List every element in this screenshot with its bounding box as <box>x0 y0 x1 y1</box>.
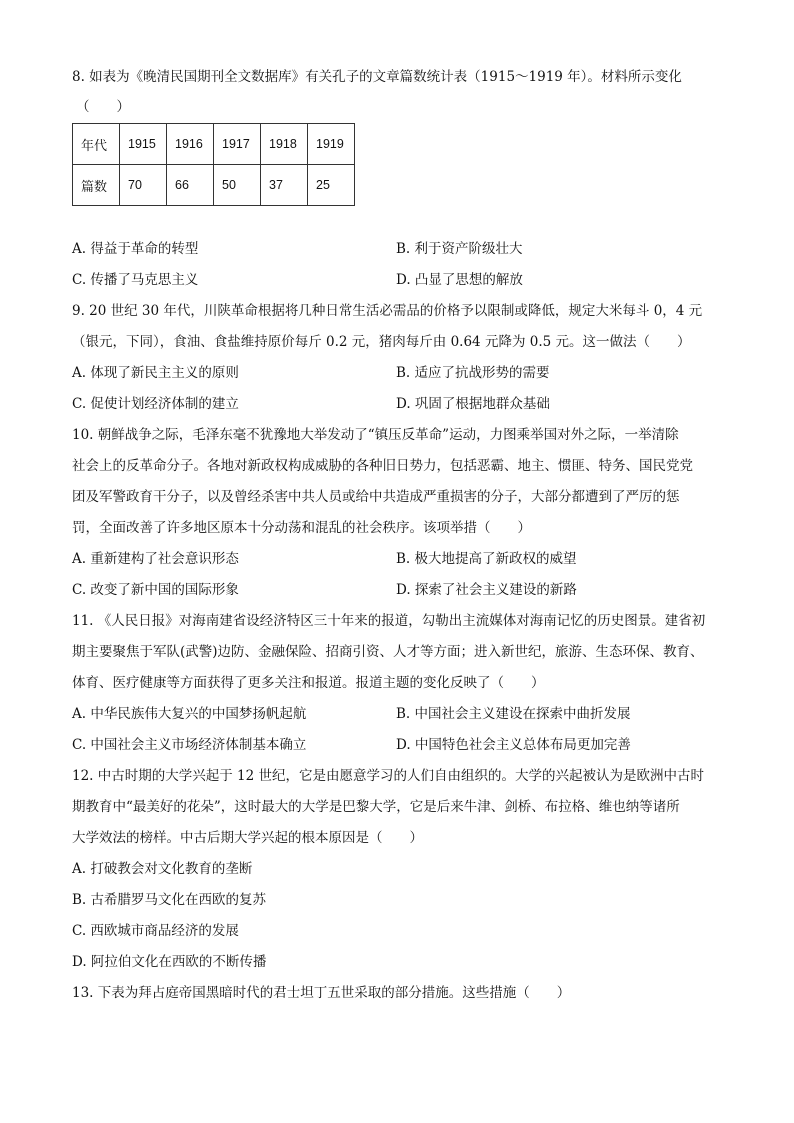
q11-stem-line-1: 11. 《人民日报》对海南建省设经济特区三十年来的报道，勾勒出主流媒体对海南记忆的历史图景。建省初 <box>72 613 706 629</box>
q10-stem-line-4: 罚，全面改善了许多地区原本十分动荡和混乱的社会秩序。该项举措（ ） <box>72 520 531 536</box>
q11-stem-line-3: 体育、医疗健康等方面获得了更多关注和报道。报道主题的变化反映了（ ） <box>72 675 545 691</box>
question-10 <box>72 420 732 606</box>
q8-options-row-2 <box>72 265 732 296</box>
q10-stem-line-2: 社会上的反革命分子。各地对新政权构成威胁的各种旧日势力，包括恶霸、地主、惯匪、特务、国民党党 <box>72 458 693 474</box>
table-cell: 1915 <box>120 124 167 165</box>
q11-option-a[interactable]: A. 中华民族伟大复兴的中国梦扬帆起航 <box>72 706 307 722</box>
table-cell: 篇数 <box>73 165 120 206</box>
q12-stem-line-3: 大学效法的榜样。中古后期大学兴起的根本原因是（ ） <box>72 830 423 846</box>
table-cell: 年代 <box>73 124 120 165</box>
table-row <box>73 124 355 165</box>
table-row <box>73 165 355 206</box>
q9-option-d[interactable]: D. 巩固了根据地群众基础 <box>396 396 550 412</box>
q10-options-row-1 <box>72 544 732 575</box>
q12-stem-line-1: 12. 中古时期的大学兴起于 12 世纪，它是由愿意学习的人们自由组织的。大学的兴起被认为是欧洲中古时 <box>72 768 705 784</box>
table-cell: 50 <box>214 165 261 206</box>
question-12 <box>72 761 732 978</box>
q11-stem-line-2: 期主要聚焦于军队(武警)边防、金融保险、招商引资、人才等方面；进入新世纪，旅游、生态环保、教育、 <box>72 644 704 660</box>
q10-stem-line-3: 团及军警政育干分子，以及曾经杀害中共人员或给中共造成严重损害的分子，大部分都遭到了严厉的惩 <box>72 489 680 505</box>
q11-option-d[interactable]: D. 中国特色社会主义总体布局更加完善 <box>396 737 631 753</box>
q9-stem-line-2: （银元，下同），食油、食盐维持原价每斤 0.2 元，猪肉每斤由 0.64 元降为 0.5 元。这一做法（ ） <box>72 334 691 350</box>
table-cell: 66 <box>167 165 214 206</box>
table-cell: 1917 <box>214 124 261 165</box>
q9-option-a[interactable]: A. 体现了新民主主义的原则 <box>72 365 239 381</box>
table-cell: 37 <box>261 165 308 206</box>
q12-option-a[interactable]: A. 打破教会对文化教育的垄断 <box>72 861 253 877</box>
q8-option-d[interactable]: D. 凸显了思想的解放 <box>396 272 523 288</box>
q11-options-row-1 <box>72 699 732 730</box>
q10-options-row-2 <box>72 575 732 606</box>
q9-options-row-1 <box>72 358 732 389</box>
q10-option-c[interactable]: C. 改变了新中国的国际形象 <box>72 582 239 598</box>
q11-options-row-2 <box>72 730 732 761</box>
exam-page <box>72 62 732 1009</box>
q8-stat-table <box>72 123 355 206</box>
q8-answer-paren: （ ） <box>76 99 130 115</box>
q10-option-b[interactable]: B. 极大地提高了新政权的威望 <box>396 551 577 567</box>
q11-option-c[interactable]: C. 中国社会主义市场经济体制基本确立 <box>72 737 307 753</box>
table-cell: 1918 <box>261 124 308 165</box>
q10-option-a[interactable]: A. 重新建构了社会意识形态 <box>72 551 239 567</box>
q13-stem-line-1: 13. 下表为拜占庭帝国黑暗时代的君士坦丁五世采取的部分措施。这些措施（ ） <box>72 985 571 1001</box>
q9-options-row-2 <box>72 389 732 420</box>
q8-option-a[interactable]: A. 得益于革命的转型 <box>72 241 199 257</box>
table-cell: 70 <box>120 165 167 206</box>
question-13 <box>72 978 732 1009</box>
q10-option-d[interactable]: D. 探索了社会主义建设的新路 <box>396 582 577 598</box>
q8-option-b[interactable]: B. 利于资产阶级壮大 <box>396 241 523 257</box>
q12-option-d[interactable]: D. 阿拉伯文化在西欧的不断传播 <box>72 954 267 970</box>
q11-option-b[interactable]: B. 中国社会主义建设在探索中曲折发展 <box>396 706 631 722</box>
table-cell: 1919 <box>308 124 355 165</box>
q9-stem-line-1: 9. 20 世纪 30 年代，川陕革命根据将几种日常生活必需品的价格予以限制或降低，规定大米每斗 0，4 元 <box>72 303 703 319</box>
q12-option-b[interactable]: B. 古希腊罗马文化在西欧的复苏 <box>72 892 267 908</box>
table-cell: 25 <box>308 165 355 206</box>
q8-option-c[interactable]: C. 传播了马克思主义 <box>72 272 199 288</box>
q10-stem-line-1: 10. 朝鲜战争之际，毛泽东毫不犹豫地大举发动了“镇压反革命”运动，力图乘举国对外之际，一举清除 <box>72 427 679 443</box>
q9-option-c[interactable]: C. 促使计划经济体制的建立 <box>72 396 239 412</box>
question-11 <box>72 606 732 761</box>
q12-stem-line-2: 期教育中“最美好的花朵”，这时最大的大学是巴黎大学，它是后来牛津、剑桥、布拉格、维也纳等诸所 <box>72 799 680 815</box>
question-9 <box>72 296 732 420</box>
question-8 <box>72 62 732 296</box>
q12-option-c[interactable]: C. 西欧城市商品经济的发展 <box>72 923 239 939</box>
q8-options-row-1 <box>72 234 732 265</box>
table-cell: 1916 <box>167 124 214 165</box>
q8-stem: 8. 如表为《晚清民国期刊全文数据库》有关孔子的文章篇数统计表（1915～1919 年）。材料所示变化 <box>72 69 682 85</box>
q9-option-b[interactable]: B. 适应了抗战形势的需要 <box>396 365 550 381</box>
